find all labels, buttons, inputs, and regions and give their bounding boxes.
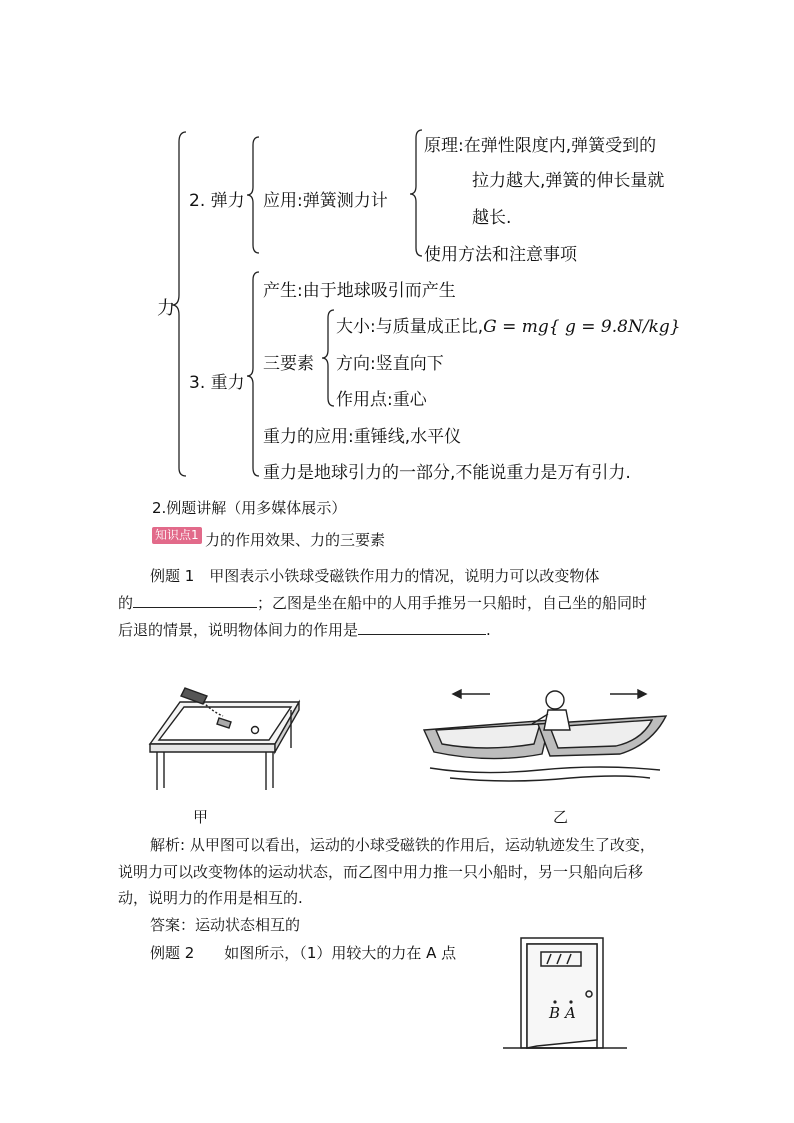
answer-blank-2[interactable] bbox=[358, 620, 486, 635]
example1-line3-end: . bbox=[486, 621, 491, 639]
root-brace bbox=[170, 130, 190, 480]
analysis-line3: 动，说明力的作用是相互的. bbox=[118, 889, 303, 907]
gravity-label: 3. 重力 bbox=[189, 373, 245, 393]
elastic-principle-line2: 拉力越大,弹簧的伸长量就 bbox=[472, 171, 665, 191]
knowledge-badge: 知识点1 bbox=[152, 527, 202, 544]
example1-line3 bbox=[118, 619, 491, 640]
elastic-usage: 使用方法和注意事项 bbox=[424, 245, 577, 265]
example1-line3-start: 后退的情景，说明物体间力的作用是 bbox=[118, 621, 359, 639]
caption-yi: 乙 bbox=[553, 808, 569, 826]
gravity-magnitude-text: 大小:与质量成正比, bbox=[336, 317, 484, 337]
example1-line2-start: 的 bbox=[118, 594, 134, 612]
point-b-label: B bbox=[549, 1004, 561, 1022]
gravity-origin: 产生:由于地球吸引而产生 bbox=[263, 281, 456, 301]
elastic-principle-line3: 越长. bbox=[472, 208, 512, 228]
example2-line1: 例题 2 如图所示，（1）用较大的力在 A 点 bbox=[150, 944, 457, 962]
door-figure bbox=[503, 934, 627, 1052]
gravity-uses: 重力的应用:重锤线,水平仪 bbox=[263, 427, 462, 447]
example1-line2 bbox=[118, 592, 647, 613]
gravity-brace bbox=[245, 270, 263, 480]
two-boats-figure bbox=[420, 682, 670, 792]
three-elements-label: 三要素 bbox=[263, 354, 314, 374]
example1-line1: 例题 1 甲图表示小铁球受磁铁作用力的情况，说明力可以改变物体 bbox=[150, 567, 600, 585]
gravity-note: 重力是地球引力的一部分,不能说重力是万有引力. bbox=[263, 463, 631, 483]
knowledge-title: 力的作用效果、力的三要素 bbox=[205, 531, 386, 549]
answer-blank-1[interactable] bbox=[133, 593, 257, 608]
outline-root: 力 bbox=[157, 298, 175, 319]
magnet-table-figure bbox=[145, 682, 305, 794]
gravity-point: 作用点:重心 bbox=[336, 390, 427, 410]
gravity-direction: 方向:竖直向下 bbox=[336, 354, 444, 374]
elastic-principle-line1: 原理:在弹性限度内,弹簧受到的 bbox=[424, 136, 657, 156]
gravity-magnitude bbox=[336, 312, 681, 337]
gravity-formula: G = mg{ g = 9.8N/kg} bbox=[483, 317, 681, 337]
answer-text: 答案：运动状态相互的 bbox=[150, 916, 301, 934]
section-heading: 2.例题讲解（用多媒体展示） bbox=[152, 499, 347, 517]
analysis-line2: 说明力可以改变物体的运动状态，而乙图中用力推一只小船时，另一只船向后移 bbox=[118, 863, 644, 881]
elastic-application: 应用:弹簧测力计 bbox=[263, 191, 388, 211]
elastic-brace bbox=[245, 135, 263, 257]
analysis-line1: 解析: 从甲图可以看出，运动的小球受磁铁的作用后，运动轨迹发生了改变， bbox=[150, 836, 655, 854]
example1-line2-rest: ；乙图是坐在船中的人用手推另一只船时，自己坐的船同时 bbox=[257, 594, 648, 612]
elastic-force-label: 2. 弹力 bbox=[189, 191, 245, 211]
point-a-label: A bbox=[565, 1004, 576, 1022]
caption-jia: 甲 bbox=[193, 808, 209, 826]
